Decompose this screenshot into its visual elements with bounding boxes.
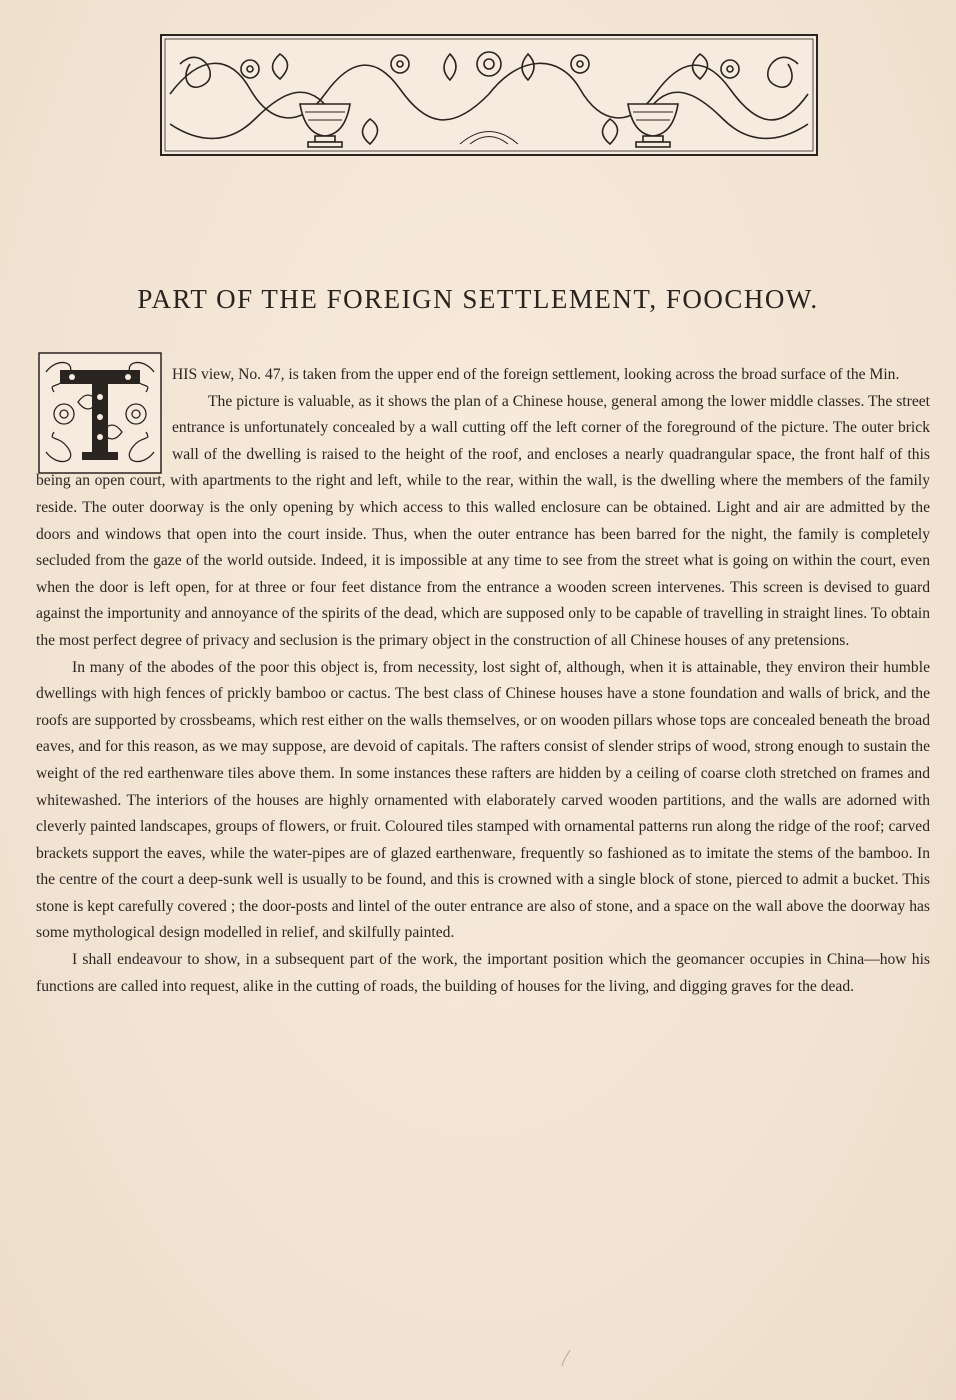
ornamental-headpiece — [160, 34, 818, 156]
paragraph-4: I shall endeavour to show, in a subsequent part of the work, the important position which the geomancer occupies in China—how his functions are called into request, alike in the cutting of roads, the building of houses for the living, and digging graves for the dead. — [36, 951, 930, 995]
paragraph-1-text: HIS view, No. 47, is taken from the upper end of the foreign settlement, looking across the broad surface of the Min. — [172, 366, 900, 383]
paragraph-2: The picture is valuable, as it shows the plan of a Chinese house, general among the lower middle classes. The street entrance is unfortunately concealed by a wall cutting off the left corner of the foreground of the picture. The outer brick wall of the dwelling is raised to the height of the roof, and encloses a nearly quadrangular space, the front half of this being an open court, with apartments to the right and left, while to the rear, within the wall, is the dwelling where the members of the family reside. The outer doorway is the only opening by which access to this walled enclosure can be obtained. Light and air are admitted by the doors and windows that open into the court inside. Thus, when the outer entrance has been barred for the night, the family is completely secluded from the gaze of the world outside. Indeed, it is impossible at any time to see from the street what is going on within the court, even when the door is left open, for at three or four feet distance from the entrance a wooden screen intervenes. This screen is devised to guard against the importunity and annoyance of the spirits of the dead, which are supposed only to be capable of travelling in straight lines. To obtain the most perfect degree of privacy and seclusion is the primary object in the construction of all Chinese houses of any pretensions. — [36, 392, 930, 649]
paragraph-3: In many of the abodes of the poor this object is, from necessity, lost sight of, although, when it is attainable, they environ their humble dwellings with high fences of prickly bamboo or cactus. The best class of Chinese houses have a stone foundation and walls of brick, and the roofs are supported by crossbeams, which rest either on the walls themselves, or on wooden pillars whose tops are concealed beneath the broad eaves, and for this reason, as we may suppose, are devoid of capitals. The rafters consist of slender strips of wood, strong enough to sustain the weight of the red earthenware tiles above them. In some instances these rafters are hidden by a ceiling of coarse cloth stretched on frames and whitewashed. The interiors of the houses are highly ornamented with elaborately carved wooden partitions, and the walls are adorned with cleverly painted landscapes, groups of flowers, or fruit. Coloured tiles stamped with ornamental patterns run along the ridge of the roof; carved brackets support the eaves, while the water-pipes are of glazed earthenware, frequently so fashioned as to imitate the stems of the bamboo. In the centre of the court a deep-sunk well is usually to be found, and this is crowned with a single block of stone, pierced to admit a bucket. This stone is kept carefully covered ; the door-posts and lintel of the outer entrance are also of stone, and a space on the wall above the doorway has some mythological design modelled in relief, and skilfully painted. — [36, 658, 930, 942]
scrollwork-ornament-icon — [160, 34, 818, 156]
paragraph-1 — [36, 362, 930, 389]
article-body — [36, 362, 930, 1000]
dropcap-spacer — [36, 362, 172, 466]
page-title: PART OF THE FOREIGN SETTLEMENT, FOOCHOW. — [137, 284, 819, 314]
pencil-mark-icon — [560, 1348, 572, 1368]
